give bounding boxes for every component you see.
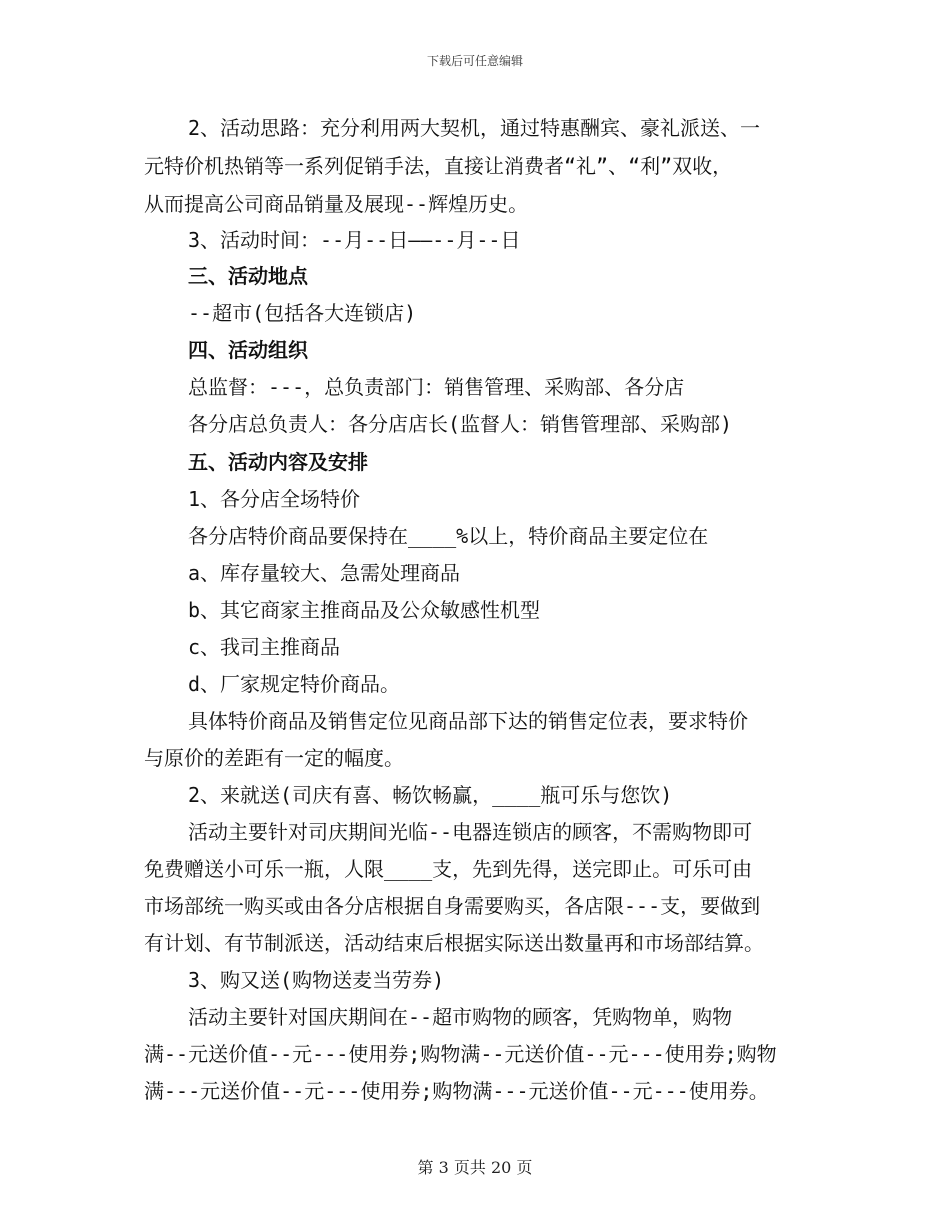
section-heading: 四、活动组织 bbox=[188, 338, 308, 362]
paragraph-line: 2、来就送(司庆有喜、畅饮畅赢，____瓶可乐与您饮) bbox=[188, 783, 673, 807]
paragraph-line: 有计划、有节制派送，活动结束后根据实际送出数量再和市场部结算。 bbox=[144, 931, 764, 955]
paragraph-line: 1、各分店全场特价 bbox=[188, 487, 361, 511]
paragraph-line: 满--元送价值--元---使用券;购物满--元送价值--元---使用券;购物 bbox=[144, 1042, 777, 1066]
paragraph-line: 活动主要针对司庆期间光临--电器连锁店的顾客，不需购物即可 bbox=[188, 820, 753, 844]
list-item: a、库存量较大、急需处理商品 bbox=[188, 561, 461, 585]
paragraph-line: 具体特价商品及销售定位见商品部下达的销售定位表，要求特价 bbox=[188, 709, 748, 733]
paragraph-line: 2、活动思路：充分利用两大契机，通过特惠酬宾、豪礼派送、一 bbox=[188, 116, 761, 140]
paragraph-line: 市场部统一购买或由各分店根据自身需要购买，各店限---支，要做到 bbox=[144, 894, 761, 918]
paragraph-line: 各分店总负责人：各分店店长(监督人：销售管理部、采购部) bbox=[188, 412, 733, 436]
paragraph-line: 3、购又送(购物送麦当劳券) bbox=[188, 968, 445, 992]
list-item: d、厂家规定特价商品。 bbox=[188, 672, 401, 696]
paragraph-line: 免费赠送小可乐一瓶，人限____支，先到先得，送完即止。可乐可由 bbox=[144, 857, 753, 881]
page-footer: 第 3 页共 20 页 bbox=[417, 1158, 533, 1177]
paragraph-line: 活动主要针对国庆期间在--超市购物的顾客，凭购物单，购物 bbox=[188, 1005, 733, 1029]
section-heading: 五、活动内容及安排 bbox=[188, 450, 368, 474]
paragraph-line: 3、活动时间：--月--日——--月--日 bbox=[188, 228, 521, 252]
paragraph-line: 元特价机热销等一系列促销手法，直接让消费者“礼”、“利”双收， bbox=[144, 154, 733, 178]
paragraph-line: --超市(包括各大连锁店) bbox=[188, 301, 417, 325]
paragraph-line: 从而提高公司商品销量及展现--辉煌历史。 bbox=[144, 192, 529, 216]
section-heading: 三、活动地点 bbox=[188, 264, 308, 288]
page-header: 下载后可任意编辑 bbox=[426, 54, 523, 68]
paragraph-line: 与原价的差距有一定的幅度。 bbox=[144, 746, 404, 770]
list-item: c、我司主推商品 bbox=[188, 635, 341, 659]
list-item: b、其它商家主推商品及公众敏感性机型 bbox=[188, 598, 541, 622]
paragraph-line: 各分店特价商品要保持在____%以上，特价商品主要定位在 bbox=[188, 524, 709, 548]
paragraph-line: 总监督：---，总负责部门：销售管理、采购部、各分店 bbox=[188, 375, 685, 399]
paragraph-line: 满---元送价值--元---使用券;购物满---元送价值--元---使用券。 bbox=[144, 1079, 769, 1103]
